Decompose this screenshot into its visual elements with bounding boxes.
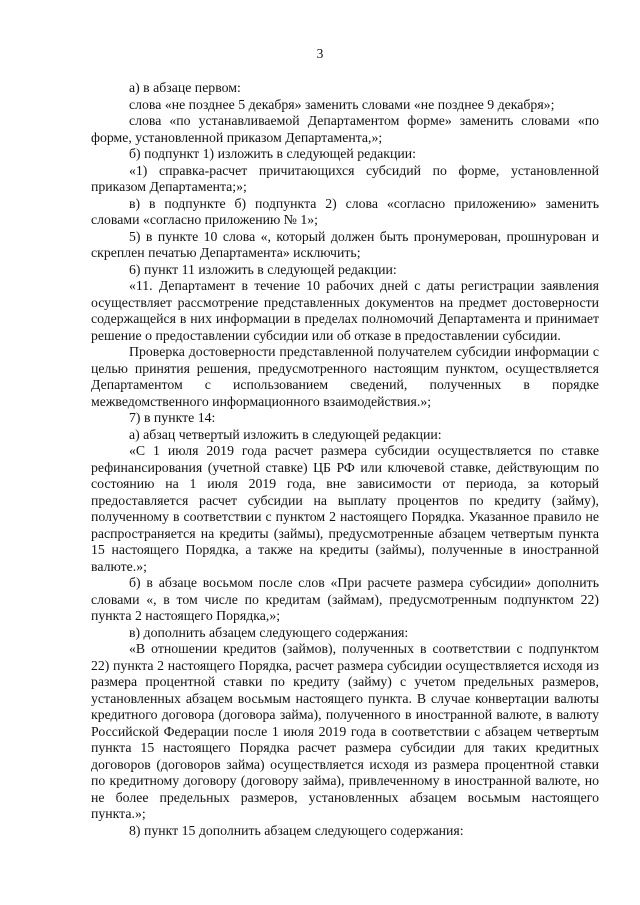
paragraph: а) абзац четвертый изложить в следующей редакции:	[129, 426, 442, 442]
paragraph: «1) справка-расчет причитающихся субсидий по форме, установленной приказом Департамента;»;	[91, 162, 599, 194]
paragraph: а) в абзаце первом:	[129, 80, 241, 95]
paragraph: в) в подпункте б) подпункта 2) слова «согласно приложению» заменить словами «согласно приложению № 1»;	[91, 195, 599, 227]
paragraph: 8) пункт 15 дополнить абзацем следующего содержания:	[129, 822, 464, 838]
paragraph: слова «не позднее 5 декабря» заменить словами «не позднее 9 декабря»;	[129, 96, 555, 112]
paragraph: 7) в пункте 14:	[129, 410, 216, 425]
page-number: 3	[316, 46, 324, 61]
paragraph: Проверка достоверности представленной получателем субсидии информации с целью принятия решения, предусмотренного настоящим пунктом, осуществляется Департаментом с использованием сведений, полученных в порядке межведомственного информационного взаимодействия.»;	[91, 344, 599, 409]
paragraph: «С 1 июля 2019 года расчет размера субсидии осуществляется по ставке рефинансирования (учетной ставке) ЦБ РФ или ключевой ставке, действующим по состоянию на 1 июля 2019 года, вне зависимости от периода, за который предоставляется расчет субсидии на выплату процентов по кредиту (займу), полученному в соответствии с пунктом 2 настоящего Порядка. Указанное правило не распространяется на кредиты (займы), предусмотренные абзацем четвертым пункта 15 настоящего Порядка, а также на кредиты (займы), полученные в иностранной валюте.»;	[91, 443, 599, 574]
paragraph: 5) в пункте 10 слова «, который должен быть пронумерован, прошнурован и скреплен печатью Департамента» исключить;	[91, 228, 599, 260]
paragraph: в) дополнить абзацем следующего содержания:	[129, 624, 409, 640]
paragraph: «11. Департамент в течение 10 рабочих дней с даты регистрации заявления осуществляет рассмотрение представленных документов на предмет достоверности содержащейся в них информации в пределах полномочий Департамента и принимает решение о предоставлении субсидии или об отказе в предоставлении субсидии.	[91, 278, 599, 343]
paragraph: слова «по устанавливаемой Департаментом форме» заменить словами «по форме, установленной приказом Департамента,»;	[91, 113, 599, 145]
document-body	[91, 80, 599, 839]
paragraph: б) подпункт 1) изложить в следующей редакции:	[129, 146, 416, 161]
paragraph: 6) пункт 11 изложить в следующей редакции:	[129, 261, 397, 277]
paragraph: «В отношении кредитов (займов), полученных в соответствии с подпунктом 22) пункта 2 настоящего Порядка, расчет размера субсидии осуществляется исходя из размера процентной ставки по кредиту (займу) с учетом предельных размеров, установленных абзацем восьмым настоящего пункта. В случае конвертации валюты кредитного договора (договора займа), полученного в иностранной валюте, в валюту Российской Федерации после 1 июля 2019 года в соответствии с абзацем четвертым пункта 15 настоящего Порядка расчет размера субсидии для таких кредитных договоров (договоров займа) осуществляется исходя из размера процентной ставки по кредитному договору (договору займа), привлеченному в иностранной валюте, но не более предельных размеров, установленных абзацем восьмым настоящего пункта.»;	[91, 641, 599, 821]
paragraph: б) в абзаце восьмом после слов «При расчете размера субсидии» дополнить словами «, в том числе по кредитам (займам), предусмотренным подпунктом 22) пункта 2 настоящего Порядка,»;	[91, 575, 599, 623]
